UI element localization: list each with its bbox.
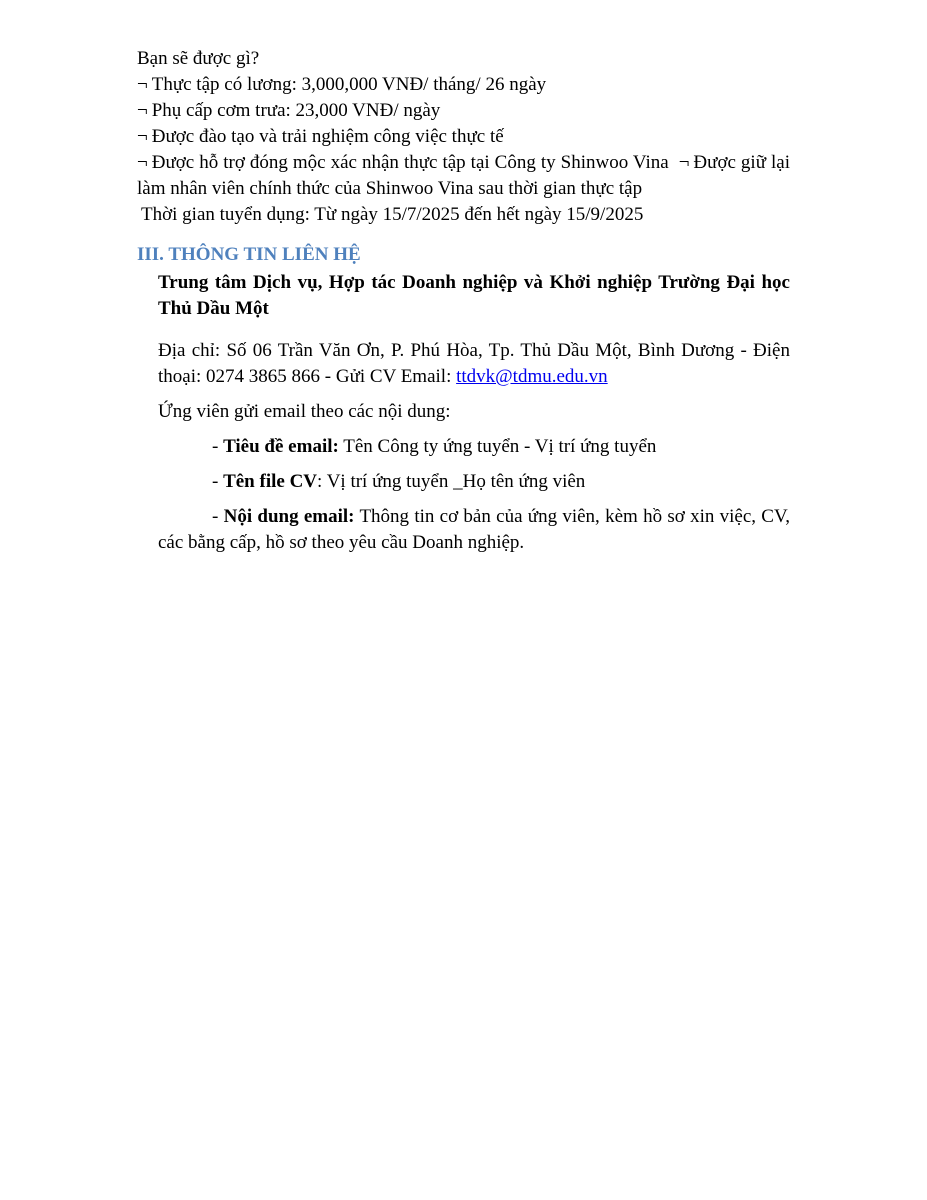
- benefit-text: Được giữ lại làm nhân viên chính thức của Shinwoo Vina sau thời gian thực tập: [137, 152, 791, 199]
- benefits-question: Bạn sẽ được gì?: [137, 48, 260, 69]
- address-paragraph: [158, 338, 790, 390]
- benefit-text: Được hỗ trợ đóng mộc xác nhận thực tập tại Công ty Shinwoo Vina: [151, 152, 669, 173]
- email-subject-rule: [212, 434, 790, 460]
- bullet-icon: ¬: [137, 126, 148, 147]
- benefit-text: Phụ cấp cơm trưa: 23,000 VNĐ/ ngày: [151, 100, 441, 121]
- bullet-icon: ¬: [678, 152, 690, 173]
- section-heading: III. THÔNG TIN LIÊN HỆ: [137, 244, 361, 265]
- bullet-icon: ¬: [137, 74, 148, 95]
- organization-name: Trung tâm Dịch vụ, Hợp tác Doanh nghiệp và Khởi nghiệp Trường Đại học Thủ Dầu Một: [158, 272, 790, 319]
- email-instructions-intro: Ứng viên gửi email theo các nội dung:: [158, 401, 451, 422]
- dash: -: [212, 471, 224, 492]
- content-value: Thông tin cơ bản của ứng viên, kèm hồ sơ xin việc, CV, các bằng cấp, hồ sơ theo yêu cầu Doanh nghiệp.: [158, 506, 790, 553]
- dash: -: [212, 506, 224, 527]
- cv-filename-rule: [212, 469, 790, 495]
- benefit-item: [137, 124, 790, 150]
- email-link[interactable]: ttdvk@tdmu.edu.vn: [456, 366, 608, 387]
- benefit-item: [137, 72, 790, 98]
- benefit-item-combined: [137, 150, 790, 202]
- subject-label: Tiêu đề email:: [223, 436, 339, 457]
- benefit-text: Thực tập có lương: 3,000,000 VNĐ/ tháng/ 26 ngày: [151, 74, 547, 95]
- bullet-icon: ¬: [137, 152, 148, 173]
- recruit-period: [137, 202, 790, 228]
- email-content-rule: [158, 504, 790, 556]
- content-label: Nội dung email:: [223, 506, 355, 527]
- address-text: Địa chỉ: Số 06 Trần Văn Ơn, P. Phú Hòa, Tp. Thủ Dầu Một, Bình Dương - Điện thoại: 0274 3865 866 - Gửi CV Email:: [158, 340, 790, 387]
- filename-label: Tên file CV: [223, 471, 318, 492]
- recruit-period-text: Thời gian tuyển dụng: Từ ngày 15/7/2025 đến hết ngày 15/9/2025: [141, 204, 644, 225]
- benefit-text: Được đào tạo và trải nghiệm công việc thực tế: [151, 126, 504, 147]
- dash: -: [212, 436, 224, 457]
- bullet-icon: ¬: [137, 100, 148, 121]
- benefit-item: [137, 98, 790, 124]
- document-page: [137, 46, 790, 556]
- subject-value: Tên Công ty ứng tuyển - Vị trí ứng tuyển: [338, 436, 657, 457]
- filename-value: : Vị trí ứng tuyển _Họ tên ứng viên: [317, 471, 586, 492]
